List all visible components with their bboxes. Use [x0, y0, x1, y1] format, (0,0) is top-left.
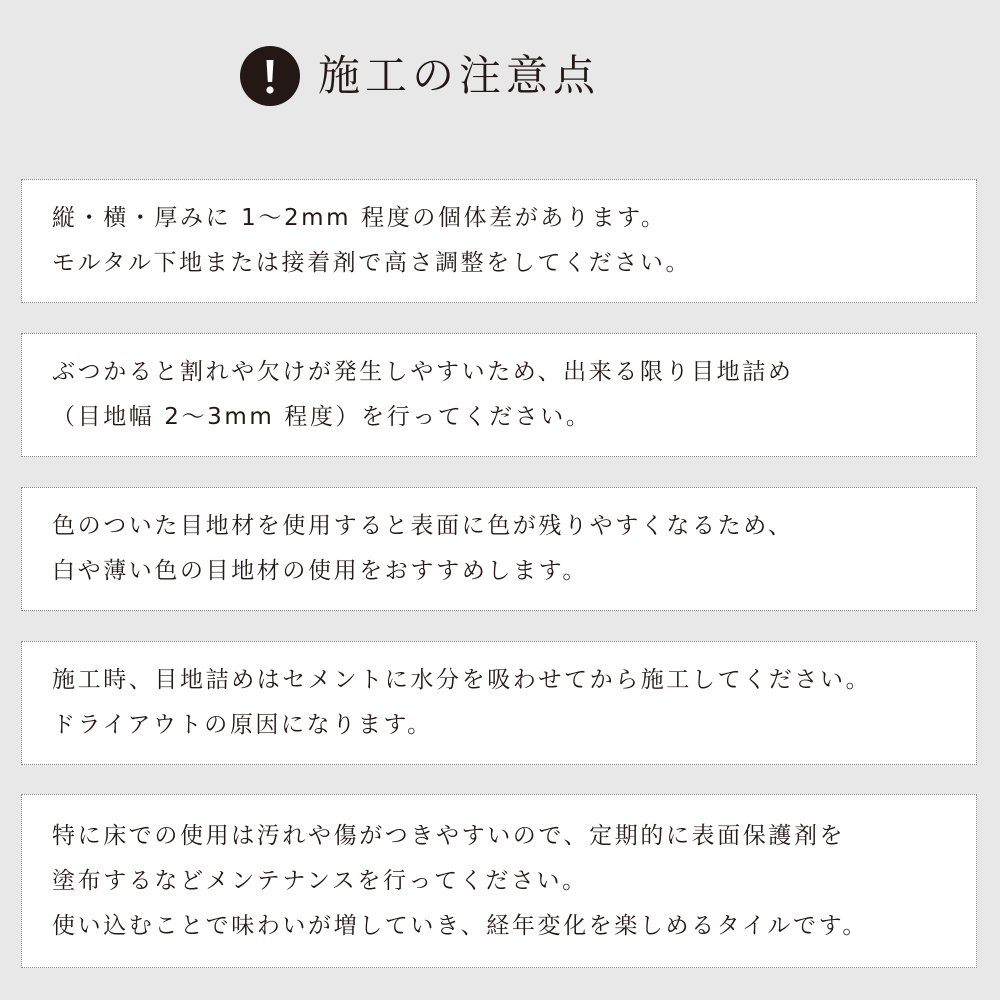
note-line: 塗布するなどメンテナンスを行ってください。 [52, 867, 588, 894]
note-line: 特に床での使用は汚れや傷がつきやすいので、定期的に表面保護剤を [52, 822, 846, 849]
note-line: ドライアウトの原因になります。 [52, 712, 433, 738]
note-box [21, 487, 977, 611]
page-title: 施工の注意点 [318, 51, 601, 100]
exclamation-icon [240, 46, 300, 106]
note-line: 白や薄い色の目地材の使用をおすすめします。 [52, 558, 588, 584]
note-line: （目地幅 2～3mm 程度）を行ってください。 [52, 404, 592, 430]
section-header [240, 46, 600, 106]
note-line: 色のついた目地材を使用すると表面に色が残りやすくなるため、 [52, 513, 794, 539]
note-box [21, 794, 977, 968]
note-box [21, 641, 977, 765]
note-line: モルタル下地または接着剤で高さ調整をしてください。 [52, 250, 692, 276]
note-line: ぶつかると割れや欠けが発生しやすいため、出来る限り目地詰め [52, 359, 794, 385]
note-line: 縦・横・厚みに 1～2mm 程度の個体差があります。 [52, 205, 667, 231]
note-box [21, 179, 977, 303]
note-line: 使い込むことで味わいが増していき、経年変化を楽しめるタイルです。 [52, 912, 868, 939]
note-box [21, 333, 977, 457]
note-line: 施工時、目地詰めはセメントに水分を吸わせてから施工してください。 [52, 667, 872, 693]
